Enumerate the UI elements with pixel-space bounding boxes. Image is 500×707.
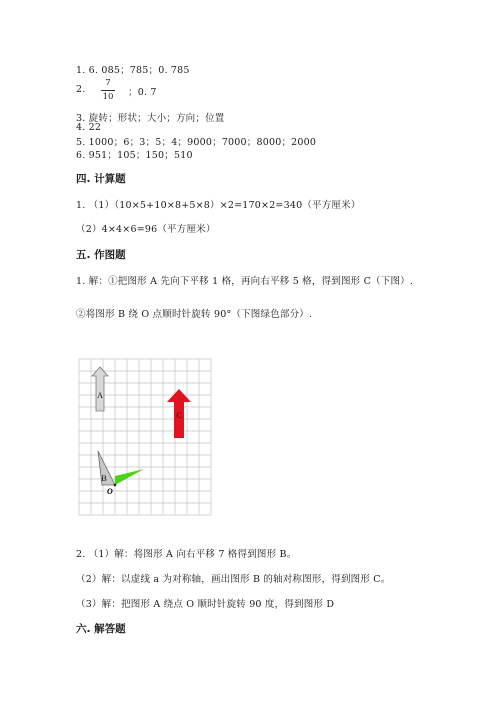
answer-4: 4. 22 — [76, 122, 102, 133]
point-o-dot — [114, 484, 117, 487]
section-4-heading: 四. 计算题 — [76, 173, 126, 185]
shape-c-label: C — [176, 411, 182, 420]
transformation-grid-figure — [74, 355, 214, 523]
shape-a-arrow — [92, 367, 108, 411]
answer-3: 3. 旋转；形状；大小；方向；位置 — [76, 113, 225, 124]
draw-line-5: （3）解：把图形 A 绕点 O 顺时针旋转 90 度，得到图形 D — [76, 599, 335, 610]
answer-1: 1. 6. 085；785；0. 785 — [76, 65, 190, 76]
fraction-denominator: 10 — [102, 92, 114, 102]
fraction-bar — [101, 90, 115, 91]
draw-line-1: 1. 解：①把图形 A 先向下平移 1 格，再向右平移 5 格，得到图形 C（下图）. — [76, 276, 414, 287]
calc-line-2: （2）4×4×6=96（平方厘米） — [76, 224, 216, 235]
point-o-label: O — [107, 487, 113, 496]
rotated-b-triangle — [115, 469, 144, 485]
fraction-numerator: 7 — [105, 78, 111, 88]
draw-line-2: ②将图形 B 绕 O 点顺时针旋转 90°（下图绿色部分）. — [76, 309, 313, 320]
shape-b-label: B — [101, 474, 107, 483]
answer-2-suffix: ；0. 7 — [128, 87, 157, 98]
answer-2-fraction — [101, 78, 115, 103]
section-5-heading: 五. 作图题 — [76, 249, 126, 261]
calc-line-1: 1. （1）（10×5+10×8+5×8）×2=170×2=340（平方厘米） — [76, 200, 361, 211]
draw-line-3: 2. （1）解：将图形 A 向右平移 7 格得到图形 B。 — [76, 549, 297, 560]
draw-line-4: （2）解：以虚线 a 为对称轴，画出图形 B 的轴对称图形，得到图形 C。 — [76, 574, 391, 585]
answer-5: 5. 1000；6；3；5；4；9000；7000；8000；2000 — [76, 137, 317, 148]
answer-2-prefix: 2. — [76, 84, 86, 95]
answer-6: 6. 951；105；150；510 — [76, 150, 193, 161]
section-6-heading: 六. 解答题 — [76, 623, 126, 635]
shape-a-label: A — [97, 391, 103, 400]
